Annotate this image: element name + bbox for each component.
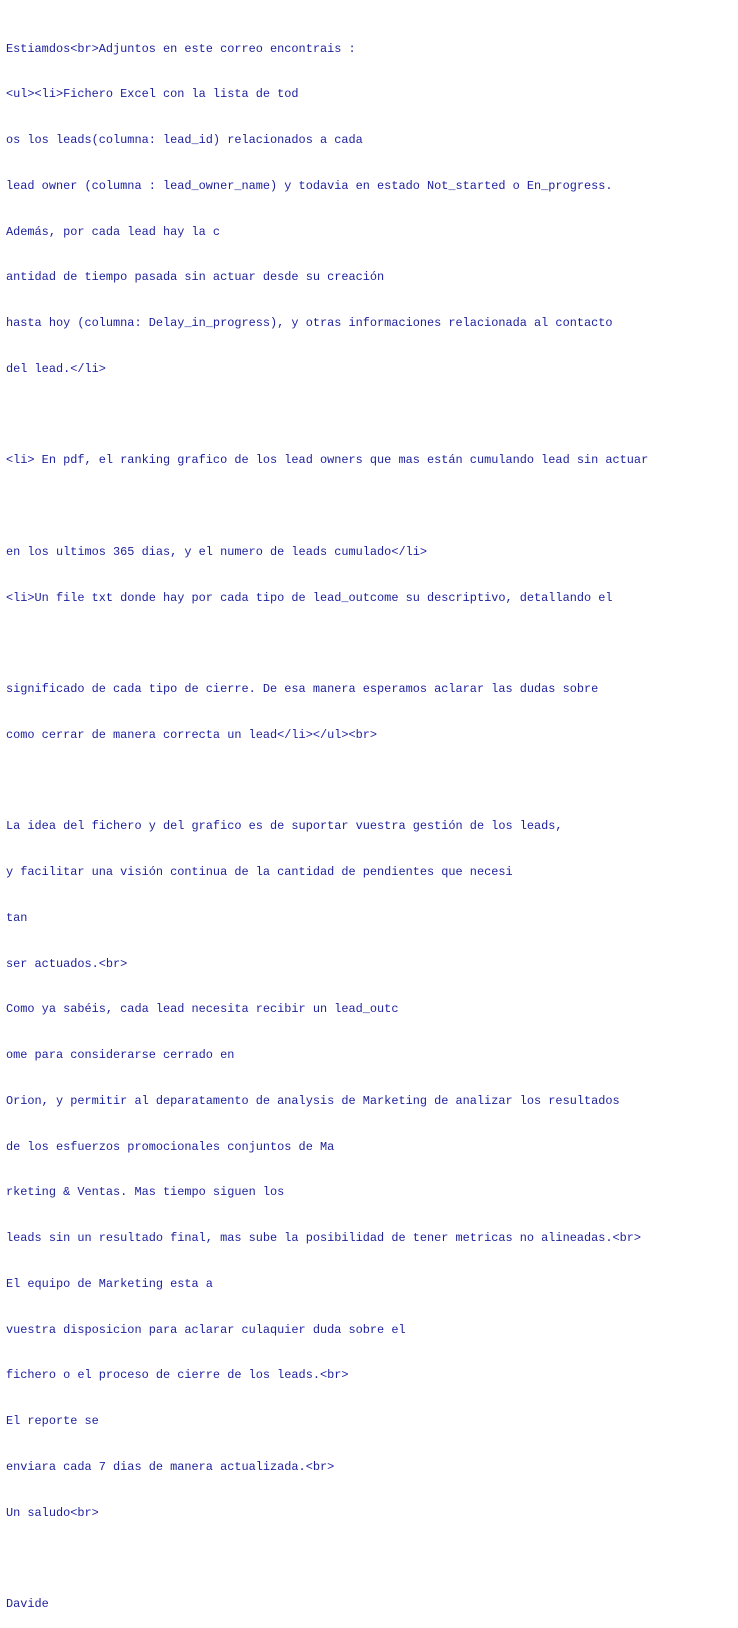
text-line: Un saludo<br>	[6, 1505, 99, 1520]
signature: Davide	[6, 1597, 49, 1611]
text-line: ome para considerarse cerrado en	[6, 1048, 235, 1062]
blank-line	[6, 636, 734, 651]
text-line: rketing & Ventas. Mas tiempo siguen los	[6, 1185, 285, 1200]
text-line: <li>Un file txt donde hay por cada tipo de lead_outcome su descriptivo, detallando el	[6, 590, 613, 605]
blank-line	[6, 499, 734, 514]
text-line: Como ya sabéis, cada lead necesita recibir un lead_outc	[6, 1002, 399, 1017]
text-line: lead owner (columna : lead_owner_name) y todavia en estado Not_started o En_progress.	[6, 178, 613, 193]
text-line: de los esfuerzos promocionales conjuntos de Ma	[6, 1139, 335, 1154]
text-line: significado de cada tipo de cierre. De esa manera esperamos aclarar las dudas sobre	[6, 682, 599, 696]
text-line: El reporte se	[6, 1414, 99, 1428]
text-line: <li> En pdf, el ranking grafico de los lead owners que mas están cumulando lead sin actuar	[6, 453, 649, 468]
text-line: vuestra disposicion para aclarar culaquier duda sobre el	[6, 1322, 406, 1337]
blank-line	[6, 408, 734, 423]
text-line: tan	[6, 910, 28, 925]
blank-line	[6, 774, 734, 789]
text-line: del lead.</li>	[6, 361, 106, 376]
text-line: fichero o el proceso de cierre de los leads.<br>	[6, 1368, 349, 1383]
text-line: enviara cada 7 dias de manera actualizada.<br>	[6, 1459, 335, 1474]
blank-line	[6, 1551, 734, 1566]
email-body	[6, 11, 734, 1628]
text-line: y facilitar una visión continua de la cantidad de pendientes que necesi	[6, 865, 513, 879]
text-line: antidad de tiempo pasada sin actuar desde su creación	[6, 270, 385, 285]
text-line: hasta hoy (columna: Delay_in_progress), y otras informaciones relacionada al contacto	[6, 316, 613, 330]
text-line: Estiamdos<br>Adjuntos en este correo encontrais :	[6, 41, 356, 56]
text-line: Además, por cada lead hay la c	[6, 224, 221, 239]
text-line: El equipo de Marketing esta a	[6, 1276, 213, 1291]
text-line: os los leads(columna: lead_id) relacionados a cada	[6, 133, 363, 147]
text-line: Orion, y permitir al deparatamento de analysis de Marketing de analizar los resultados	[6, 1093, 620, 1108]
text-line: ser actuados.<br>	[6, 956, 128, 971]
text-line: leads sin un resultado final, mas sube la posibilidad de tener metricas no alineadas.<br>	[6, 1231, 642, 1245]
text-line: como cerrar de manera correcta un lead</li></ul><br>	[6, 727, 378, 742]
text-line: <ul><li>Fichero Excel con la lista de tod	[6, 87, 299, 102]
text-line: en los ultimos 365 dias, y el numero de leads cumulado</li>	[6, 544, 427, 559]
text-line: La idea del fichero y del grafico es de suportar vuestra gestión de los leads,	[6, 819, 563, 834]
